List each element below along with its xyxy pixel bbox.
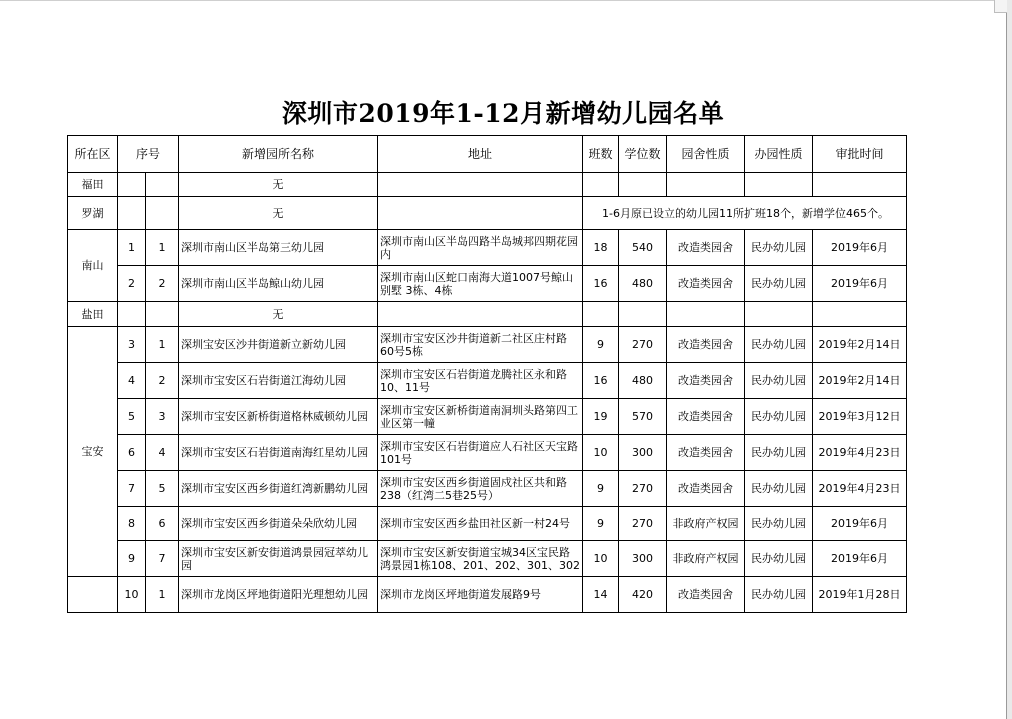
table-row: 6 4 深圳市宝安区石岩街道南海红星幼儿园 深圳市宝安区石岩街道应人石社区天宝路101号 10 300 改造类园舍 民办幼儿园 2019年4月23日 (68, 435, 907, 471)
table-row: 南山 1 1 深圳市南山区半岛第三幼儿园 深圳市南山区半岛四路半岛城邦四期花园内 18 540 改造类园舍 民办幼儿园 2019年6月 (68, 230, 907, 266)
district-cell: 盐田 (68, 302, 118, 327)
header-building-type: 园舍性质 (667, 136, 745, 173)
page-title: 深圳市2019年1-12月新增幼儿园名单 (281, 99, 725, 128)
header-row (68, 136, 907, 173)
table-row: 4 2 深圳市宝安区石岩街道江海幼儿园 深圳市宝安区石岩街道龙腾社区永和路10、11号 16 480 改造类园舍 民办幼儿园 2019年2月14日 (68, 363, 907, 399)
table-row: 宝安 3 1 深圳宝安区沙井街道新立新幼儿园 深圳市宝安区沙井街道新二社区庄村路60号5栋 9 270 改造类园舍 民办幼儿园 2019年2月14日 (68, 327, 907, 363)
district-cell: 福田 (68, 173, 118, 197)
table-row: 9 7 深圳市宝安区新安街道鸿景园冠萃幼儿园 深圳市宝安区新安街道宝城34区宝民路鸿景园1栋108、201、202、301、302 10 300 非政府产权园 民办幼儿园 2019年6月 (68, 541, 907, 577)
header-operation-type: 办园性质 (745, 136, 813, 173)
header-address: 地址 (378, 136, 583, 173)
header-seq: 序号 (118, 136, 179, 173)
district-cell: 宝安 (68, 327, 118, 577)
kindergarten-table (67, 135, 907, 613)
page-shadow (1007, 0, 1012, 719)
table-row-luohu (68, 197, 907, 230)
page-top-edge (0, 0, 1006, 1)
district-cell: 罗湖 (68, 197, 118, 230)
district-cell (68, 577, 118, 613)
table-row: 7 5 深圳市宝安区西乡街道红湾新鹏幼儿园 深圳市宝安区西乡街道固戍社区共和路238（红湾二5巷25号） 9 270 改造类园舍 民办幼儿园 2019年4月23日 (68, 471, 907, 507)
luohu-note: 1-6月原已设立的幼儿园11所扩班18个，新增学位465个。 (583, 197, 907, 230)
table-row-yantian (68, 302, 907, 327)
district-cell: 南山 (68, 230, 118, 302)
table-row: 8 6 深圳市宝安区西乡街道朵朵欣幼儿园 深圳市宝安区西乡盐田社区新一村24号 9 270 非政府产权园 民办幼儿园 2019年6月 (68, 507, 907, 541)
table-row-futian (68, 173, 907, 197)
name-cell: 无 (179, 197, 378, 230)
header-classes: 班数 (583, 136, 619, 173)
name-cell: 无 (179, 173, 378, 197)
header-district: 所在区 (68, 136, 118, 173)
header-seats: 学位数 (619, 136, 667, 173)
name-cell: 无 (179, 302, 378, 327)
header-name: 新增园所名称 (179, 136, 378, 173)
table-row: 10 1 深圳市龙岗区坪地街道阳光理想幼儿园 深圳市龙岗区坪地街道发展路9号 14 420 改造类园舍 民办幼儿园 2019年1月28日 (68, 577, 907, 613)
header-approval-time: 审批时间 (813, 136, 907, 173)
page-corner (994, 0, 1007, 13)
table-row: 5 3 深圳市宝安区新桥街道格林威顿幼儿园 深圳市宝安区新桥街道南洞圳头路第四工业区第一幢 19 570 改造类园舍 民办幼儿园 2019年3月12日 (68, 399, 907, 435)
table-row: 2 2 深圳市南山区半岛鲸山幼儿园 深圳市南山区蛇口南海大道1007号鲸山别墅 3栋、4栋 16 480 改造类园舍 民办幼儿园 2019年6月 (68, 266, 907, 302)
